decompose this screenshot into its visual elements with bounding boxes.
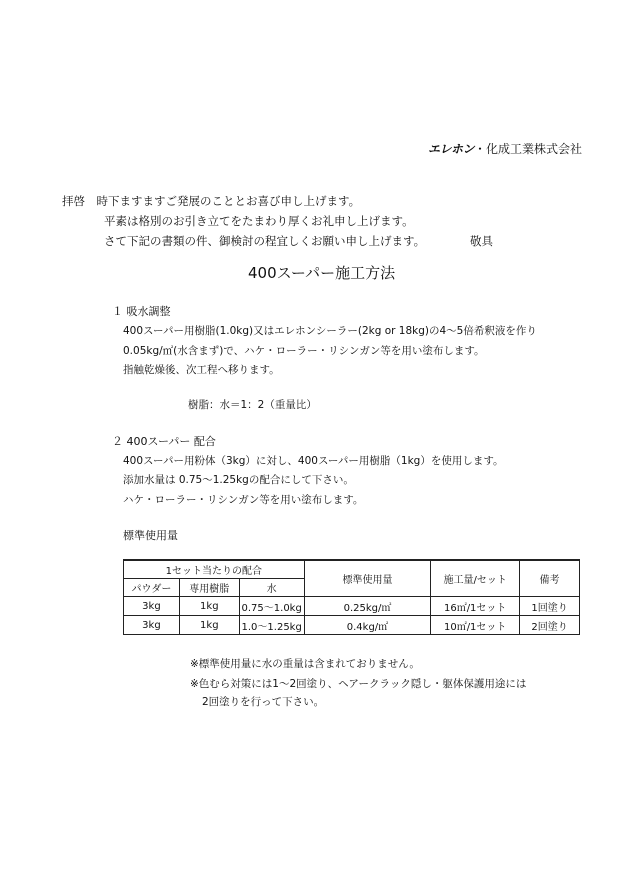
note-header: 備考 (520, 560, 580, 597)
usage-heading: 標準使用量 (123, 529, 178, 542)
cell-area: 10㎡/1セット (431, 616, 520, 635)
section2-line-2: 添加水量は 0.75～1.25kgの配合にして下さい。 (123, 474, 354, 486)
table-row (124, 597, 580, 616)
greeting-line-1: 拝啓 時下ますますご発展のこととお喜び申し上げます。 (62, 194, 361, 208)
table-header-row (124, 560, 580, 579)
powder-header: パウダー (124, 579, 180, 597)
resin-header: 専用樹脂 (179, 579, 239, 597)
section2-heading: ２ 400スーパー 配合 (112, 435, 216, 448)
brand-logo-text: エレホン (428, 142, 475, 156)
table-row (124, 616, 580, 635)
note-2: ※色むら対策には1～2回塗り、ヘアークラック隠し・躯体保護用途には (190, 678, 527, 690)
cell-water: 1.0～1.25kg (239, 616, 304, 635)
cell-powder: 3kg (124, 597, 180, 616)
cell-area: 16㎡/1セット (431, 597, 520, 616)
section1-line-3: 指触乾燥後、次工程へ移ります。 (123, 364, 280, 376)
water-header: 水 (239, 579, 304, 597)
cell-water: 0.75～1.0kg (239, 597, 304, 616)
page-title: 400スーパー施工方法 (248, 264, 396, 282)
greeting-line-2: 平素は格別のお引き立てをたまわり厚くお礼申し上げます。 (104, 214, 414, 228)
company-suffix: ・化成工業株式会社 (474, 142, 583, 156)
section1-ratio: 樹脂：水＝1：2（重量比） (188, 399, 317, 411)
company-name (428, 140, 582, 157)
cell-usage: 0.25kg/㎡ (304, 597, 431, 616)
cell-note: 2回塗り (520, 616, 580, 635)
usage-table (123, 559, 580, 635)
set-header: 1セット当たりの配合 (124, 560, 305, 579)
cell-note: 1回塗り (520, 597, 580, 616)
cell-resin: 1kg (179, 597, 239, 616)
section2-line-3: ハケ・ローラー・リシンガン等を用い塗布します。 (123, 494, 364, 506)
area-header: 施工量/セット (431, 560, 520, 597)
cell-usage: 0.4kg/㎡ (304, 616, 431, 635)
greeting-line-3: さて下記の書類の件、御検討の程宜しくお願い申し上げます。 (104, 234, 426, 248)
section1-heading: １ 吸水調整 (112, 305, 171, 318)
note-3: 2回塗りを行って下さい。 (202, 696, 325, 708)
section1-line-2: 0.05kg/㎡(水含まず)で、ハケ・ローラー・リシンガン等を用い塗布します。 (123, 345, 485, 357)
cell-resin: 1kg (179, 616, 239, 635)
usage-header: 標準使用量 (304, 560, 431, 597)
greeting-closing: 敬具 (470, 234, 493, 248)
section1-line-1: 400スーパー用樹脂(1.0kg)又はエレホンシーラー(2kg or 18kg)の4～5倍希釈液を作り (123, 325, 537, 337)
cell-powder: 3kg (124, 616, 180, 635)
note-1: ※標準使用量に水の重量は含まれておりません。 (190, 658, 420, 670)
section2-line-1: 400スーパー用粉体（3kg）に対し、400スーパー用樹脂（1kg）を使用します。 (123, 455, 504, 467)
